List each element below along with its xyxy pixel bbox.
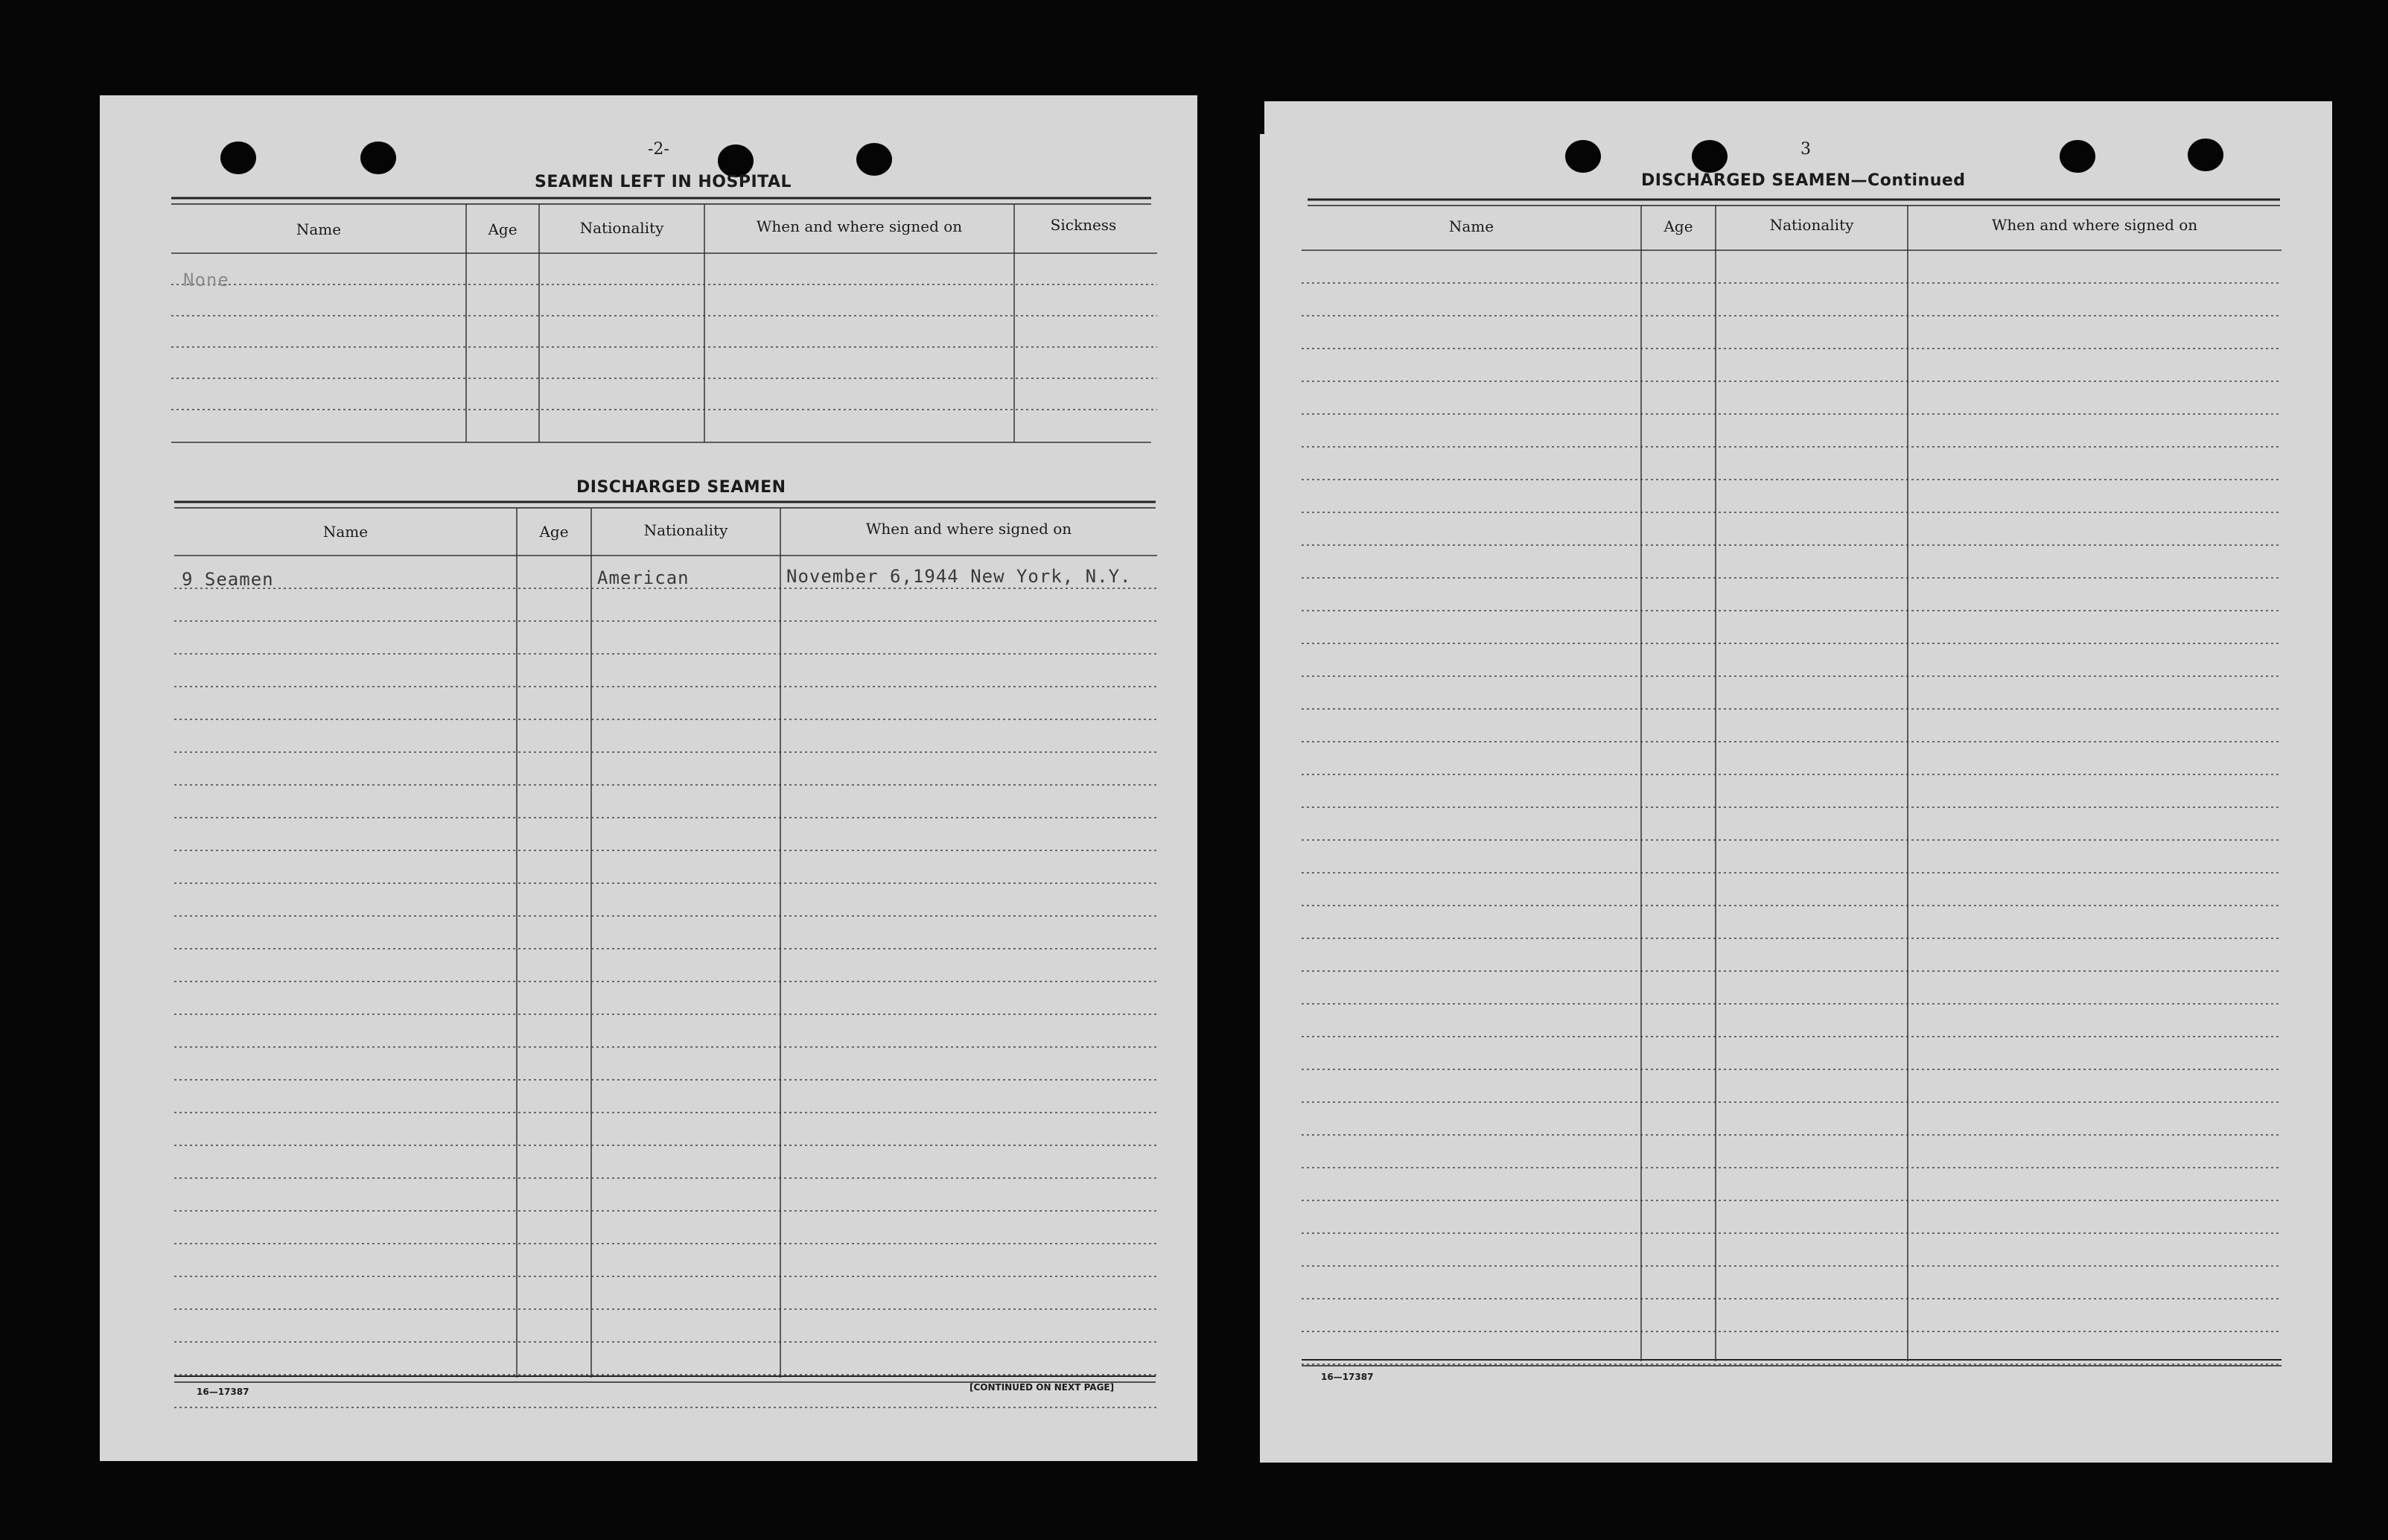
page-number: 3 — [1800, 140, 1811, 159]
punch-hole — [220, 141, 256, 174]
hospital-row-name: None — [183, 270, 229, 290]
discharged-section-title: DISCHARGED SEAMEN — [576, 478, 786, 497]
binding-tab — [1197, 97, 1264, 134]
continued-header-nationality: Nationality — [1769, 216, 1854, 234]
right-page — [1260, 101, 2332, 1463]
punch-hole — [2188, 139, 2223, 171]
continued-header-signed-on: When and where signed on — [1991, 216, 2198, 234]
continued-header-name: Name — [1448, 217, 1494, 235]
form-number: 16—17387 — [197, 1387, 249, 1397]
hospital-section-title: SEAMEN LEFT IN HOSPITAL — [535, 173, 792, 191]
form-number: 16—17387 — [1321, 1372, 1374, 1382]
hospital-header-nationality: Nationality — [579, 219, 664, 237]
punch-hole — [1692, 140, 1728, 173]
discharged-header-nationality: Nationality — [643, 521, 728, 539]
punch-hole — [1565, 140, 1601, 173]
continued-header-age: Age — [1663, 217, 1693, 235]
discharged-row-name: 9 Seamen — [182, 569, 274, 590]
right-page-rules — [1260, 101, 2332, 1463]
discharged-header-signed-on: When and where signed on — [865, 520, 1072, 538]
punch-hole — [2060, 140, 2095, 173]
discharged-continued-title: DISCHARGED SEAMEN—Continued — [1641, 171, 1966, 190]
left-page-rules — [100, 95, 1197, 1461]
hospital-header-name: Name — [296, 220, 342, 238]
hospital-header-signed-on: When and where signed on — [756, 217, 963, 235]
punch-hole — [856, 143, 892, 176]
hospital-header-sickness: Sickness — [1050, 216, 1117, 234]
hospital-header-age: Age — [488, 220, 518, 238]
discharged-row-nationality: American — [597, 567, 690, 588]
left-page — [100, 95, 1197, 1461]
discharged-header-age: Age — [539, 523, 569, 541]
punch-hole — [360, 141, 396, 174]
discharged-header-name: Name — [322, 523, 369, 541]
discharged-row-signed-on: November 6,1944 New York, N.Y. — [786, 566, 1132, 587]
continued-note: [CONTINUED ON NEXT PAGE] — [969, 1382, 1115, 1393]
page-number: -2- — [648, 140, 669, 159]
